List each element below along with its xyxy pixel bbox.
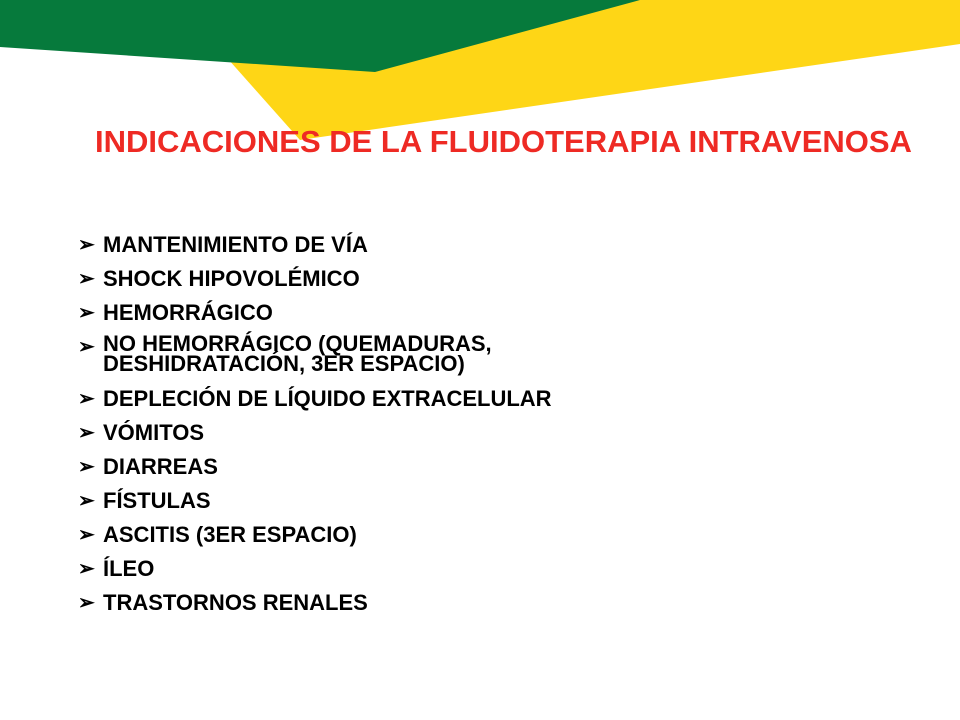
arrow-bullet-icon: ➢	[78, 302, 95, 324]
arrow-bullet-icon: ➢	[78, 524, 95, 546]
arrow-bullet-icon: ➢	[78, 336, 95, 358]
list-item	[78, 518, 938, 552]
list-item	[78, 450, 938, 484]
list-item-text: ASCITIS (3ER ESPACIO)	[103, 522, 357, 547]
list-item-text: DIARREAS	[103, 454, 218, 479]
list-item-text: VÓMITOS	[103, 420, 205, 445]
list-item	[78, 552, 938, 586]
list-item	[78, 416, 938, 450]
list-item-text: DEPLECIÓN DE LÍQUIDO EXTRACELULAR	[103, 386, 552, 411]
list-item-text: ÍLEO	[103, 556, 155, 581]
list-item	[78, 262, 938, 296]
arrow-bullet-icon: ➢	[78, 456, 95, 478]
arrow-bullet-icon: ➢	[78, 558, 95, 580]
arrow-bullet-icon: ➢	[78, 422, 95, 444]
list-item	[78, 296, 938, 330]
arrow-bullet-icon: ➢	[78, 592, 95, 614]
arrow-bullet-icon: ➢	[78, 490, 95, 512]
list-item	[78, 586, 938, 620]
list-item-text: SHOCK HIPOVOLÉMICO	[103, 266, 360, 291]
arrow-bullet-icon: ➢	[78, 234, 95, 256]
list-item	[78, 382, 938, 416]
list-item-text: NO HEMORRÁGICO (QUEMADURAS, DESHIDRATACIÓN, 3ER ESPACIO)	[103, 331, 492, 376]
list-item-text: MANTENIMIENTO DE VÍA	[103, 232, 368, 257]
list-item	[78, 228, 938, 262]
list-item	[78, 484, 938, 518]
arrow-bullet-icon: ➢	[78, 388, 95, 410]
list-item	[78, 330, 938, 382]
indications-list	[78, 228, 938, 620]
list-item-text: FÍSTULAS	[103, 488, 211, 513]
arrow-bullet-icon: ➢	[78, 268, 95, 290]
slide-title: INDICACIONES DE LA FLUIDOTERAPIA INTRAVENOSA	[95, 124, 912, 159]
list-item-text: TRASTORNOS RENALES	[103, 590, 368, 615]
list-item-text: HEMORRÁGICO	[103, 300, 273, 325]
